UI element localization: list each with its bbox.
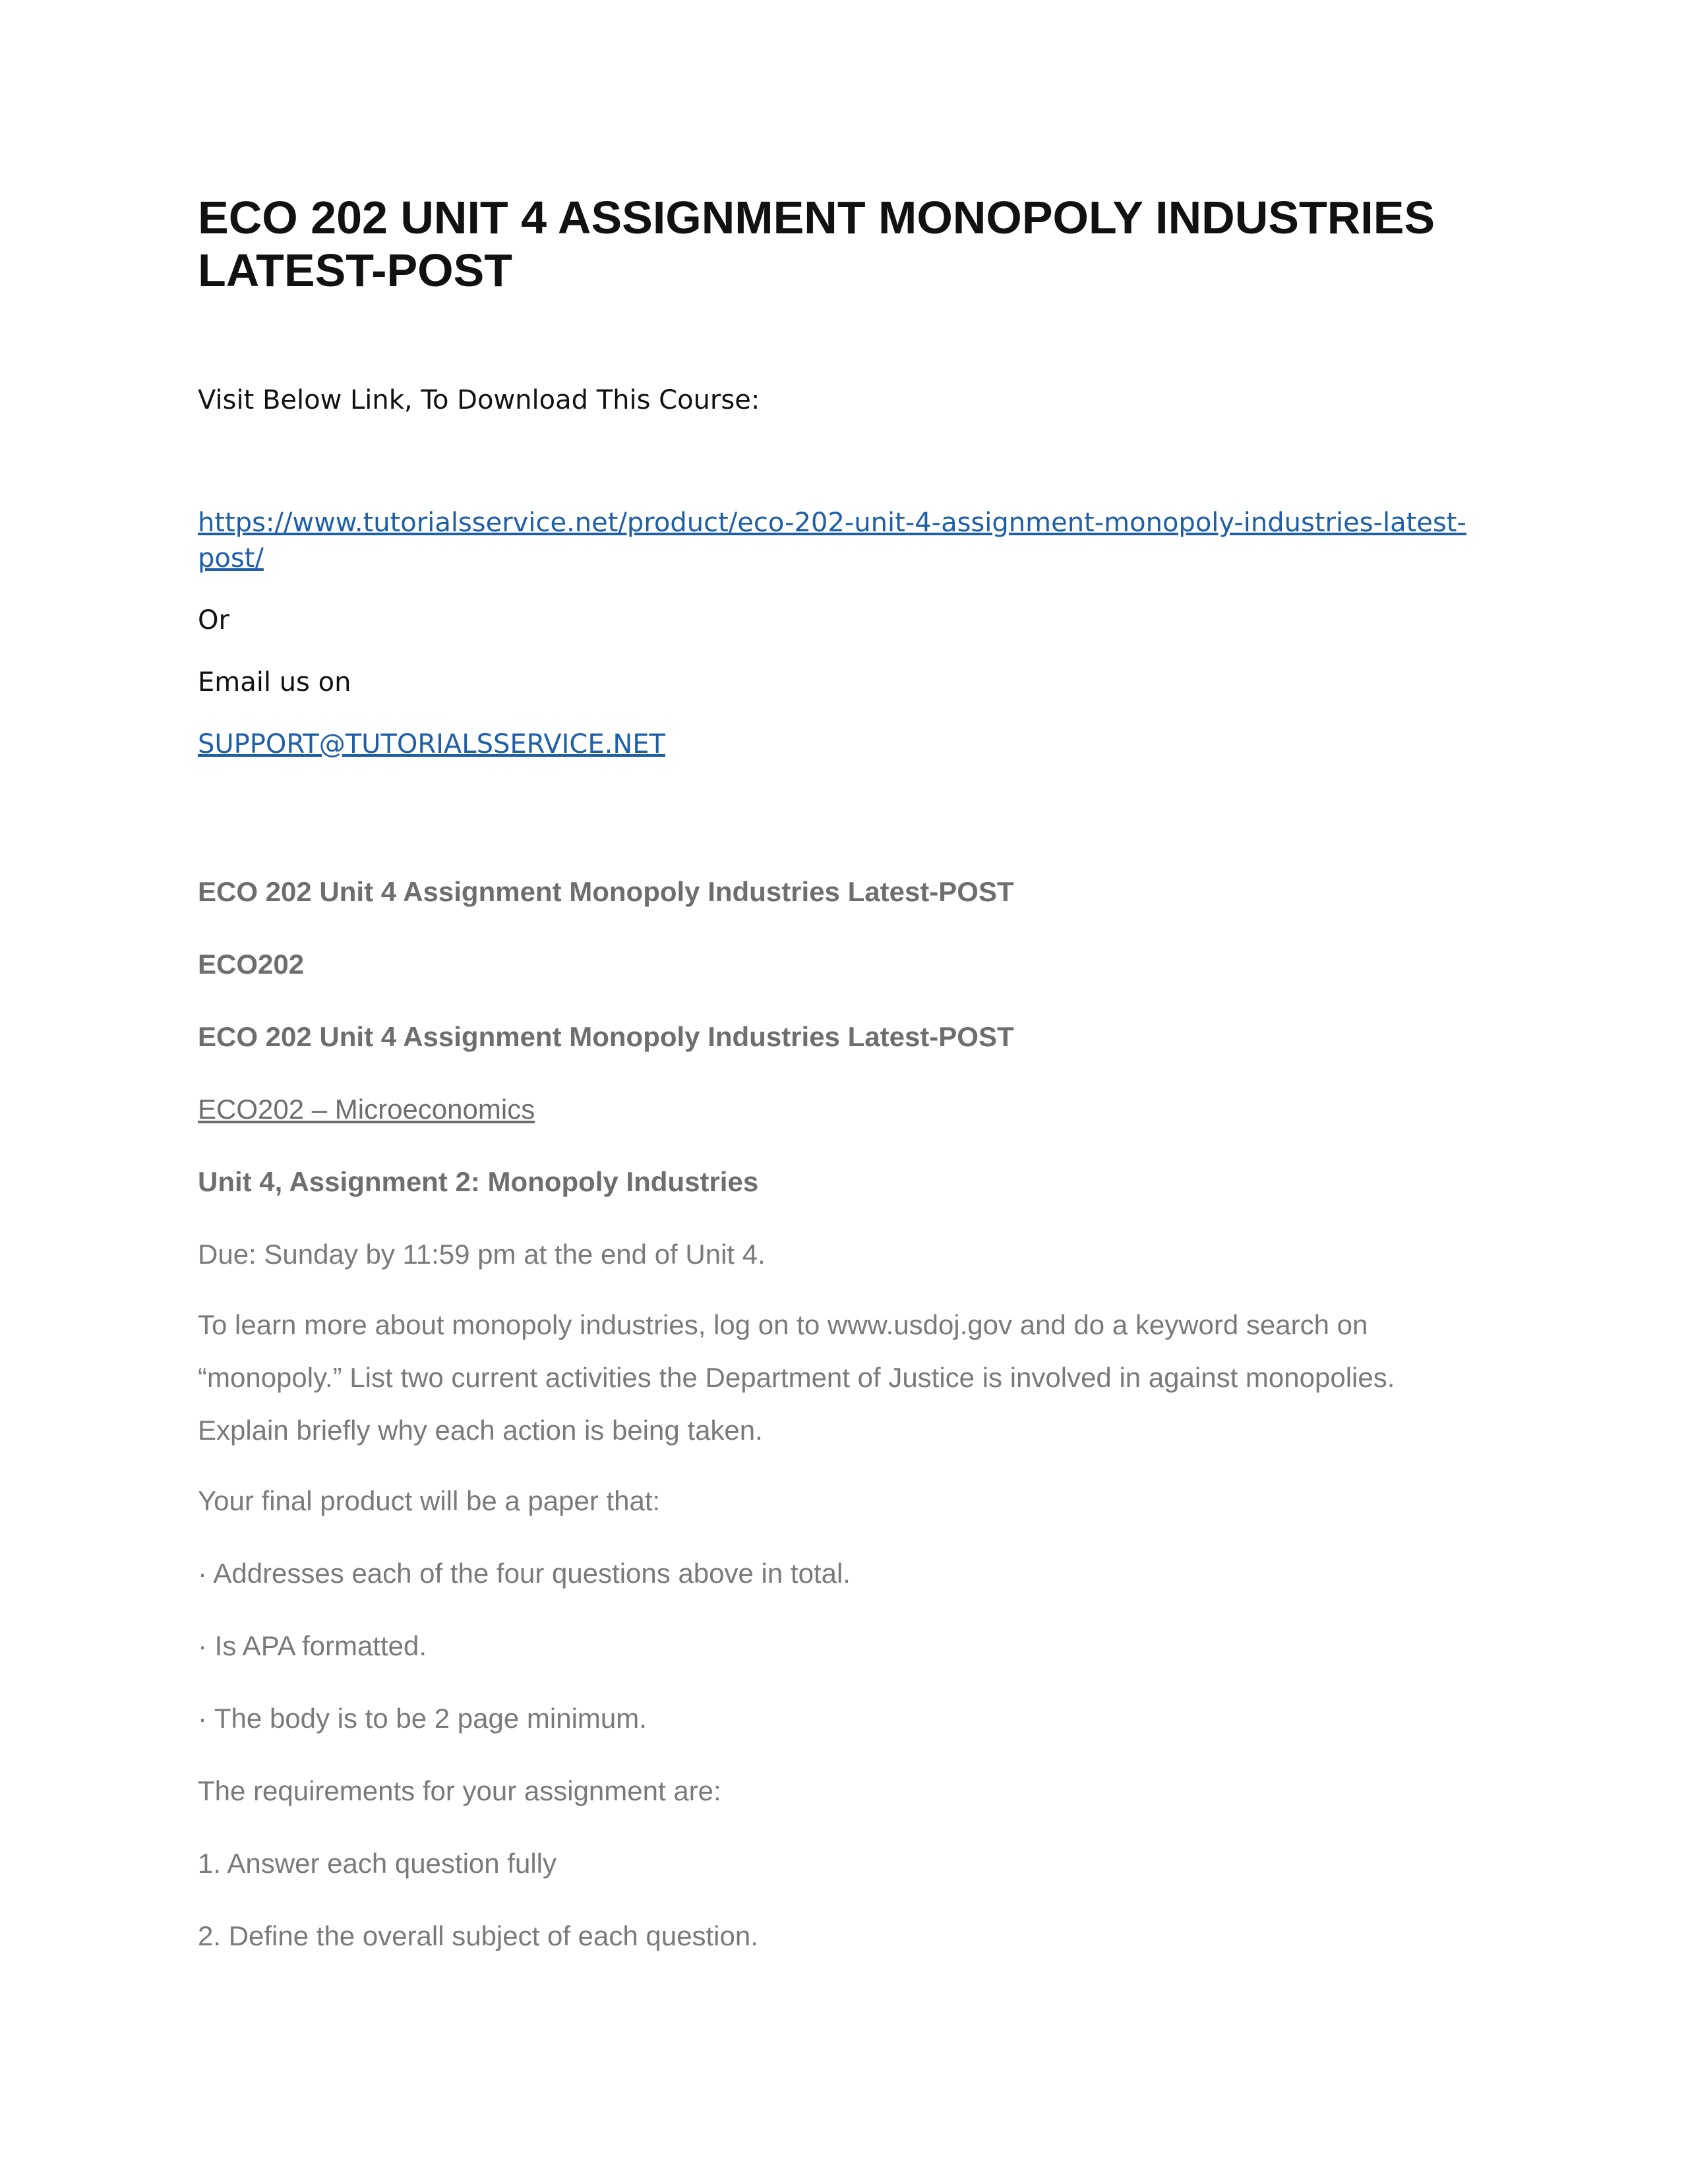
document-title: ECO 202 UNIT 4 ASSIGNMENT MONOPOLY INDUSTRIES LATEST-POST bbox=[198, 192, 1435, 296]
course-code: ECO202 bbox=[198, 949, 305, 980]
unit-title: Unit 4, Assignment 2: Monopoly Industries bbox=[198, 1166, 759, 1197]
email-prompt: Email us on bbox=[198, 667, 351, 697]
download-link[interactable]: https://www.tutorialsservice.net/product/eco-202-unit-4-assignment-monopoly-industries-latest-post/ bbox=[198, 508, 1466, 574]
course-link[interactable]: ECO202 – Microeconomics bbox=[198, 1094, 535, 1125]
instructions-paragraph: To learn more about monopoly industries, log on to www.usdoj.gov and do a keyword search on “monopoly.” List two current activities the Department of Justice is involved in against monopolies. Explain briefly why each action is being taken. bbox=[198, 1309, 1395, 1446]
assignment-heading-2: ECO 202 Unit 4 Assignment Monopoly Industries Latest-POST bbox=[198, 1021, 1014, 1052]
assignment-heading-1: ECO 202 Unit 4 Assignment Monopoly Industries Latest-POST bbox=[198, 876, 1014, 907]
document-content bbox=[198, 191, 1517, 1954]
email-link[interactable]: SUPPORT@TUTORIALSSERVICE.NET bbox=[198, 729, 665, 759]
due-date: Due: Sunday by 11:59 pm at the end of Unit 4. bbox=[198, 1239, 766, 1270]
bullet-item: · Is APA formatted. bbox=[198, 1630, 427, 1661]
final-product-intro: Your final product will be a paper that: bbox=[198, 1485, 661, 1516]
requirements-intro: The requirements for your assignment are: bbox=[198, 1775, 721, 1806]
or-text: Or bbox=[198, 605, 229, 635]
bullet-item: · Addresses each of the four questions above in total. bbox=[198, 1558, 851, 1589]
bullet-item: · The body is to be 2 page minimum. bbox=[198, 1703, 647, 1734]
requirement-item: 2. Define the overall subject of each question. bbox=[198, 1920, 758, 1951]
download-intro: Visit Below Link, To Download This Course: bbox=[198, 385, 760, 415]
requirement-item: 1. Answer each question fully bbox=[198, 1848, 557, 1879]
